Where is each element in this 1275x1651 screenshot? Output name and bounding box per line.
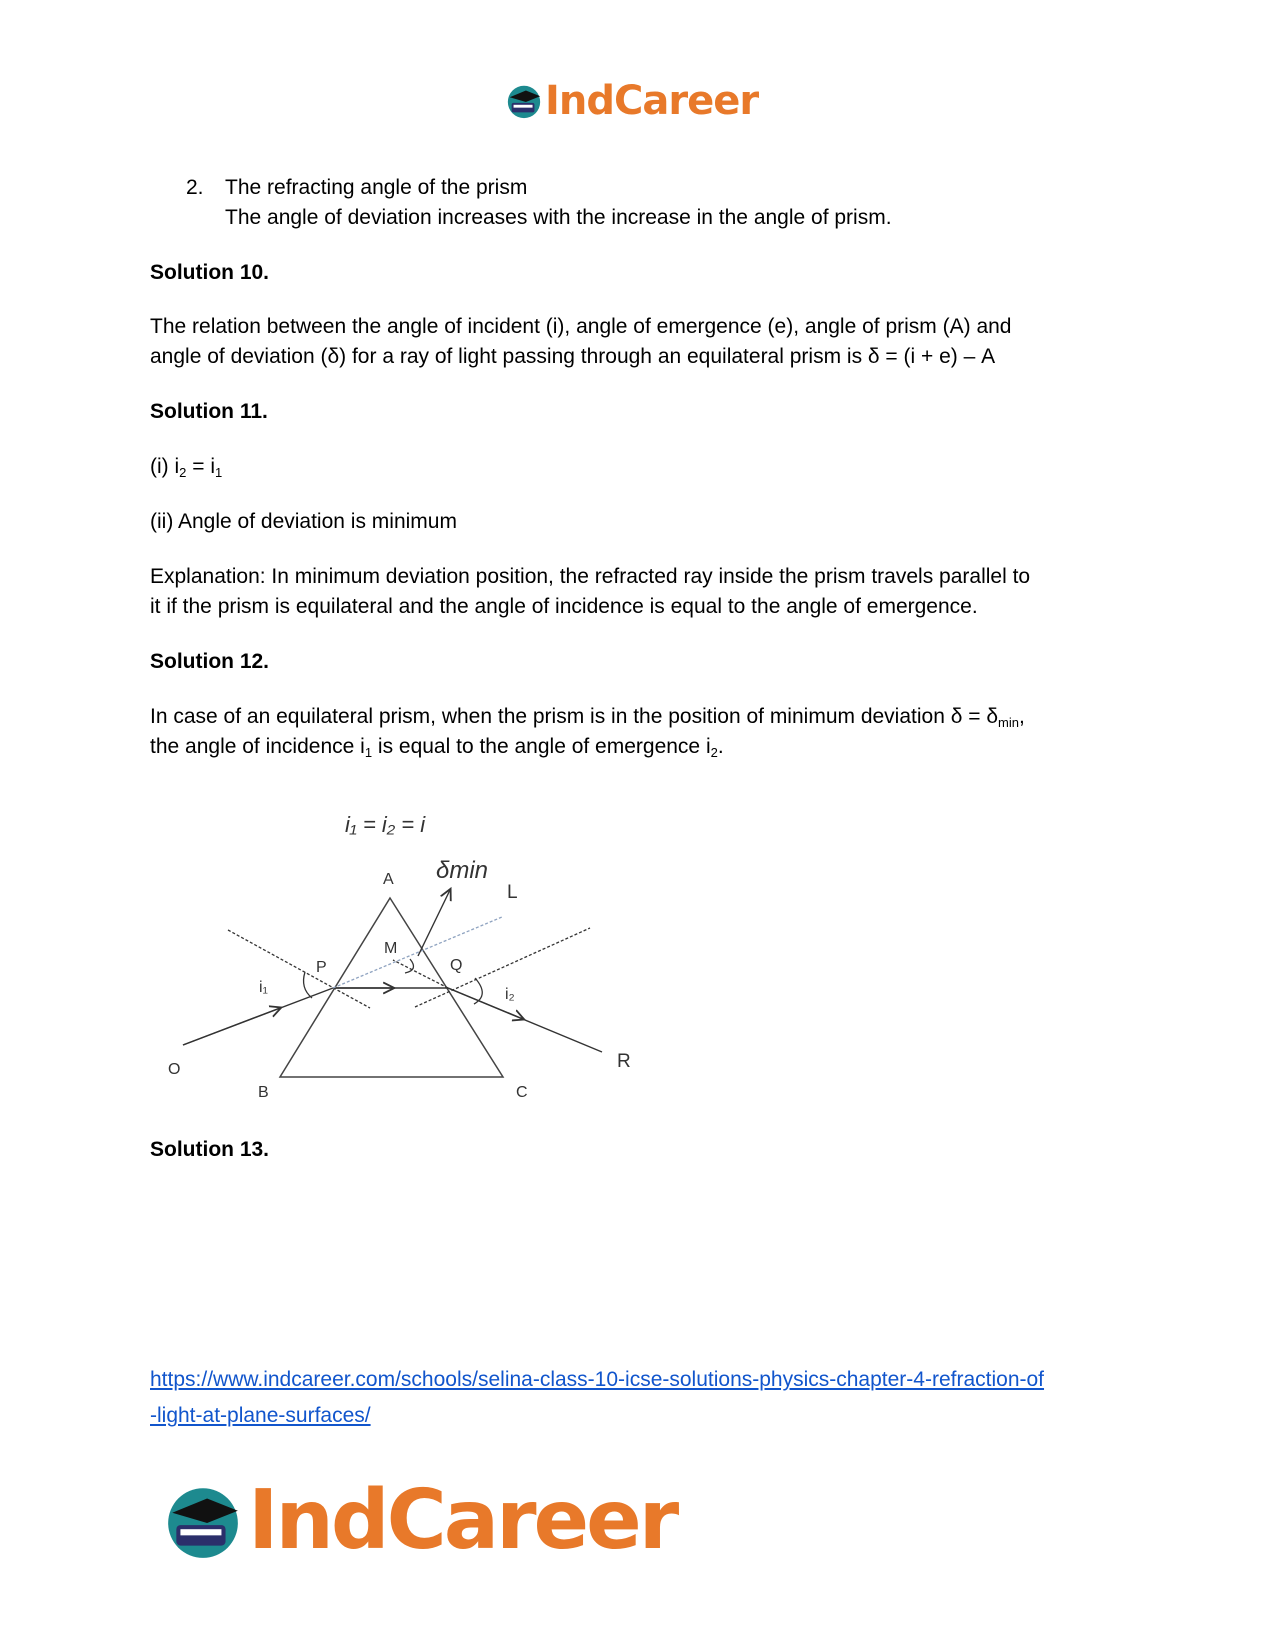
logo-brand-text-large: IndCareer (248, 1473, 677, 1568)
vertex-a-label: A (383, 871, 394, 888)
angle-i1-label: i₁ (259, 979, 268, 996)
list-item-text: The angle of deviation increases with the increase in the angle of prism. (225, 206, 892, 229)
solution-10-line1: The relation between the angle of incident (i), angle of emergence (e), angle of prism (A) and (150, 315, 1012, 338)
solution-12-line1: In case of an equilateral prism, when the prism is in the position of minimum deviation $\delta = \delta_{min}$, (150, 705, 1025, 730)
indcareer-logo-large (162, 1473, 676, 1568)
point-m-label: M (384, 940, 398, 957)
list-item-title: The refracting angle of the prism (225, 176, 528, 199)
point-o-label: O (168, 1061, 181, 1078)
vertex-b-label: B (258, 1084, 269, 1100)
prism-diagram (150, 800, 650, 1100)
angle-arc-i1 (304, 972, 312, 998)
solution-12-heading: Solution 12. (150, 650, 270, 673)
vertex-c-label: C (516, 1084, 528, 1100)
deviation-arrow (418, 890, 450, 956)
angle-i2-label: i₂ (505, 986, 515, 1003)
solution-10-line2: angle of deviation (δ) for a ray of light passing through an equilateral prism is δ = (i + e) – A (150, 345, 996, 368)
angle-arc-delta (405, 959, 414, 973)
graduation-globe-icon (505, 82, 543, 120)
incident-arrow (183, 1008, 280, 1045)
solution-11-explanation-line2: it if the prism is equilateral and the angle of incidence is equal to the angle of emergence. (150, 595, 978, 618)
point-r-label: R (617, 1051, 631, 1072)
extended-incident-ray (333, 917, 502, 988)
solution-11-part2: (ii) Angle of deviation is minimum (150, 510, 457, 533)
solution-10-heading: Solution 10. (150, 261, 270, 284)
extended-emergent-ray (393, 960, 448, 988)
source-link-line2[interactable]: -light-at-plane-surfaces/ (150, 1404, 371, 1427)
solution-11-explanation-line1: Explanation: In minimum deviation position, the refracted ray inside the prism travels parallel to (150, 565, 1031, 588)
point-l-label: L (507, 882, 518, 903)
indcareer-logo (505, 78, 758, 124)
logo-brand-text: IndCareer (545, 78, 759, 124)
source-link-line1[interactable]: https://www.indcareer.com/schools/selina-class-10-icse-solutions-physics-chapter-4-refraction-of (150, 1368, 1045, 1391)
solution-11-part1: (i) $i_2 = i_1$ (150, 455, 223, 480)
list-number: 2. (186, 176, 204, 199)
solution-12-line2: the angle of incidence $i_1$ is equal to the angle of emergence $i_2$. (150, 735, 724, 760)
normal-right (415, 928, 590, 1007)
equation-label: i₁ = i₂ = i (345, 812, 426, 837)
delta-min-label: δmin (436, 857, 489, 884)
solution-11-heading: Solution 11. (150, 400, 268, 423)
normal-left (228, 930, 370, 1008)
solution-13-heading: Solution 13. (150, 1138, 270, 1161)
graduation-globe-icon (162, 1480, 244, 1562)
point-p-label: P (316, 959, 327, 976)
point-q-label: Q (450, 957, 463, 974)
